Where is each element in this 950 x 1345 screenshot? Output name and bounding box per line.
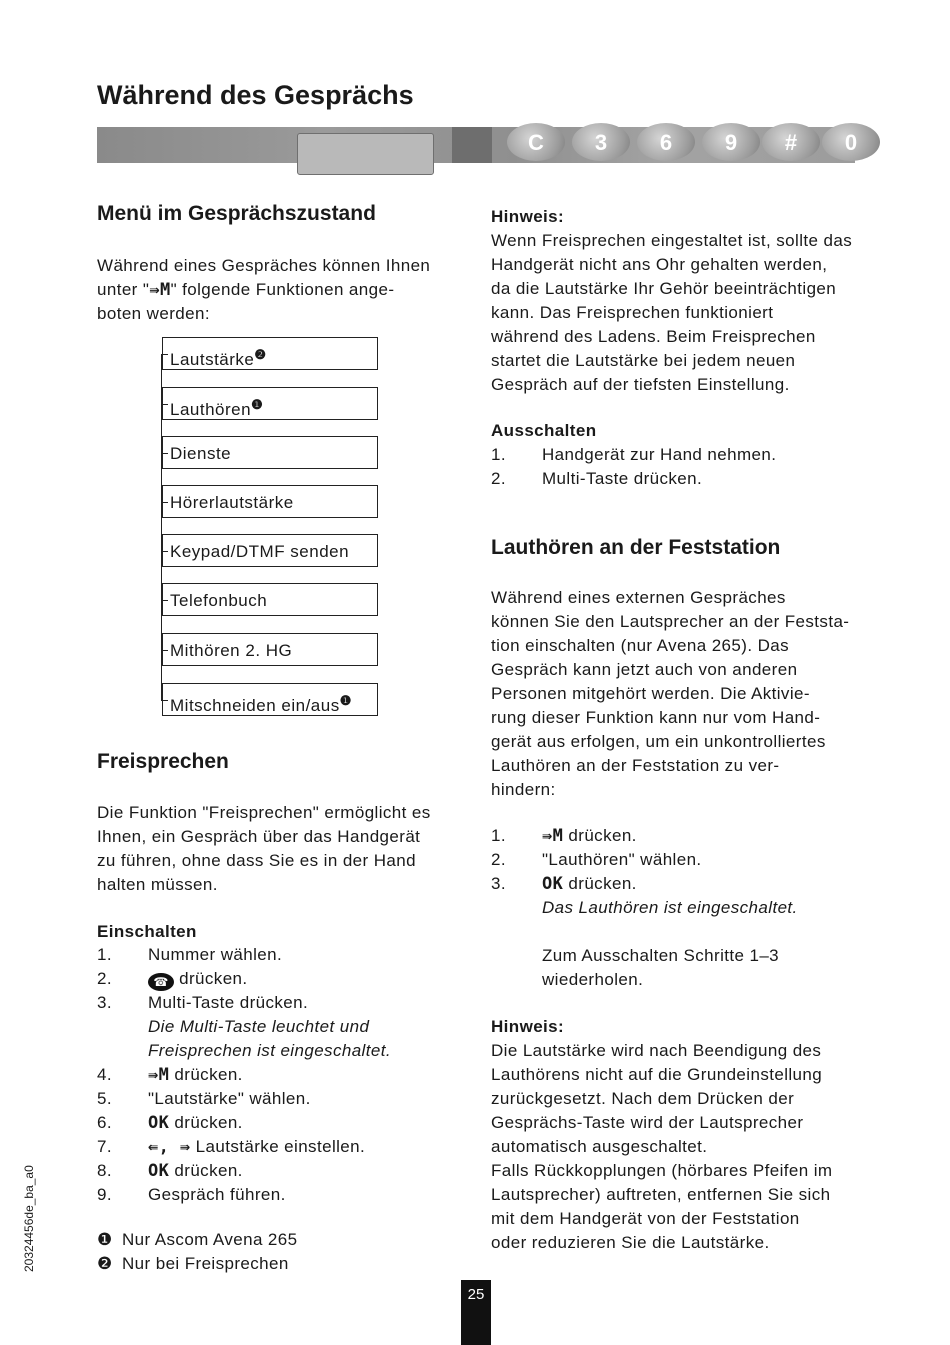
footnote-marker: ❶	[97, 1230, 113, 1249]
text-line: Gespräch kann jetzt auch von anderen	[491, 660, 798, 679]
step-row	[97, 1135, 462, 1159]
step-number: 9.	[97, 1185, 112, 1204]
step-row	[97, 1183, 462, 1207]
menu-item-label: Lauthören	[170, 400, 252, 419]
step-label: Multi-Taste drücken.	[148, 993, 309, 1012]
step-label: drücken.	[174, 1113, 243, 1132]
keypad-key: 9	[702, 123, 760, 161]
text-line: Lauthörens nicht auf die Grundeinstellung	[491, 1065, 823, 1084]
step-text	[148, 1183, 286, 1207]
step-label: "Lautstärke" wählen.	[148, 1089, 311, 1108]
step-row	[491, 968, 856, 992]
text-line: automatisch ausgeschaltet.	[491, 1137, 708, 1156]
step-row	[491, 920, 856, 944]
menu-intro-text: unter "	[97, 280, 150, 299]
step-number: 1.	[97, 945, 112, 964]
text-line: Lautsprecher) auftreten, entfernen Sie sich	[491, 1185, 831, 1204]
footnote-marker: ❷	[97, 1254, 113, 1273]
handset-edge-image	[452, 127, 492, 163]
ausschalten-heading: Ausschalten	[491, 421, 597, 440]
text-line: hindern:	[491, 780, 556, 799]
text-line: tion einschalten (nur Avena 265). Das	[491, 636, 789, 655]
menu-intro-line: boten werden:	[97, 304, 210, 323]
text-line: halten müssen.	[97, 875, 218, 894]
ausschalten-steps	[491, 443, 856, 491]
menu-item-label: Hörerlautstärke	[170, 493, 294, 512]
step-row	[97, 943, 462, 967]
step-label: wiederholen.	[542, 970, 644, 989]
step-text	[148, 1159, 243, 1183]
key-icon: ⇛M	[148, 1065, 170, 1085]
text-line: Die Funktion "Freisprechen" ermöglicht es	[97, 803, 431, 822]
step-number: 1.	[491, 826, 506, 845]
step-label: Multi-Taste drücken.	[542, 469, 703, 488]
step-label: Lautstärke einstellen.	[195, 1137, 366, 1156]
step-label: Zum Ausschalten Schritte 1–3	[542, 946, 780, 965]
step-row	[491, 467, 856, 491]
einschalten-heading: Einschalten	[97, 922, 197, 941]
footnote	[97, 1252, 462, 1276]
footnote-text: Nur bei Freisprechen	[122, 1254, 289, 1273]
menu-item-label: Mitschneiden ein/aus	[170, 696, 340, 715]
menu-tree-diagram	[145, 337, 385, 717]
key-icon: OK	[148, 1161, 170, 1181]
step-text	[542, 968, 643, 992]
hinweis2-text	[491, 1039, 856, 1255]
footnote-marker: ❶	[251, 397, 264, 412]
menu-key-icon: ⇛M	[149, 280, 171, 300]
menu-tree-branch	[161, 700, 168, 701]
menu-intro-line: Während eines Gespräches können Ihnen	[97, 256, 431, 275]
keypad-key: #	[762, 123, 820, 161]
text-line: zu führen, ohne dass Sie es in der Hand	[97, 851, 416, 870]
text-line: können Sie den Lautsprecher an der Feststa-	[491, 612, 850, 631]
menu-item	[162, 436, 378, 469]
step-text	[148, 1135, 365, 1159]
menu-tree-branch	[161, 502, 168, 503]
step-label: drücken.	[174, 1161, 243, 1180]
text-line: Gespräch auf der tiefsten Einstellung.	[491, 375, 790, 394]
page-title: Während des Gesprächs	[97, 80, 414, 110]
menu-item-label: Keypad/DTMF senden	[170, 542, 350, 561]
step-number: 5.	[97, 1089, 112, 1108]
step-label: drücken.	[179, 969, 248, 988]
text-line: kann. Das Freisprechen funktioniert	[491, 303, 774, 322]
text-line: mit dem Handgerät von der Feststation	[491, 1209, 800, 1228]
key-icon: ⇛M	[542, 826, 564, 846]
step-row	[491, 872, 856, 896]
lauthoeren-text	[491, 586, 856, 802]
menu-item-label: Telefonbuch	[170, 591, 268, 610]
freisprechen-heading: Freisprechen	[97, 750, 229, 773]
menu-item-label: Lautstärke	[170, 350, 255, 369]
menu-item-label: Dienste	[170, 444, 232, 463]
menu-tree-branch	[161, 600, 168, 601]
hinweis2-heading: Hinweis:	[491, 1017, 565, 1036]
text-line: zurückgesetzt. Nach dem Drücken der	[491, 1089, 795, 1108]
keypad-key: 6	[637, 123, 695, 161]
handset-display-image	[297, 133, 434, 175]
menu-item	[162, 534, 378, 567]
step-text	[542, 896, 798, 920]
step-text	[148, 943, 282, 967]
menu-tree-branch	[161, 453, 168, 454]
step-text	[148, 1039, 391, 1063]
step-row	[491, 944, 856, 968]
menu-tree-branch	[161, 404, 168, 405]
page-number: 25	[461, 1280, 491, 1345]
text-line: Ihnen, ein Gespräch über das Handgerät	[97, 827, 421, 846]
menu-intro-line	[97, 278, 462, 302]
phone-key-icon: ☎	[148, 973, 174, 991]
step-number: 3.	[97, 993, 112, 1012]
step-text	[542, 443, 776, 467]
text-line: da die Lautstärke Ihr Gehör beeinträchtigen	[491, 279, 837, 298]
step-row	[97, 1087, 462, 1111]
menu-tree-branch	[161, 551, 168, 552]
text-line: Während eines externen Gespräches	[491, 588, 786, 607]
step-text	[148, 1063, 243, 1087]
step-label: drücken.	[568, 874, 637, 893]
freisprechen-text	[97, 801, 462, 897]
step-label: Freisprechen ist eingeschaltet.	[148, 1041, 391, 1060]
step-row	[491, 824, 856, 848]
step-label: drücken.	[568, 826, 637, 845]
footnote	[97, 1228, 462, 1252]
key-icon: OK	[542, 874, 564, 894]
step-row	[491, 848, 856, 872]
step-label: Nummer wählen.	[148, 945, 283, 964]
step-label: Die Multi-Taste leuchtet und	[148, 1017, 370, 1036]
text-line: Die Lautstärke wird nach Beendigung des	[491, 1041, 822, 1060]
step-row	[491, 896, 856, 920]
step-label: drücken.	[174, 1065, 243, 1084]
key-icon: ⇚, ⇛	[148, 1137, 191, 1157]
footnotes	[97, 1228, 462, 1276]
lauthoeren-steps	[491, 824, 856, 992]
keypad-key: 3	[572, 123, 630, 161]
text-line: Gesprächs-Taste wird der Lautsprecher	[491, 1113, 804, 1132]
step-row	[97, 991, 462, 1015]
lauthoeren-heading: Lauthören an der Feststation	[491, 536, 781, 559]
step-number: 1.	[491, 445, 506, 464]
hinweis-heading: Hinweis:	[491, 207, 565, 226]
menu-item	[162, 683, 378, 716]
step-text	[148, 1111, 243, 1135]
footnote-marker: ❶	[339, 693, 352, 708]
step-text	[148, 967, 248, 991]
step-row	[97, 967, 462, 991]
menu-tree-branch	[161, 650, 168, 651]
phone-keypad-banner	[97, 127, 858, 163]
text-line: Wenn Freisprechen eingestaltet ist, sollte das	[491, 231, 853, 250]
step-number: 3.	[491, 874, 506, 893]
footnote-marker: ❷	[254, 347, 267, 362]
text-line: startet die Lautstärke bei jedem neuen	[491, 351, 796, 370]
step-text	[542, 944, 779, 968]
step-label: Das Lauthören ist eingeschaltet.	[542, 898, 798, 917]
text-line: während des Ladens. Beim Freisprechen	[491, 327, 816, 346]
step-number: 4.	[97, 1065, 112, 1084]
step-text	[148, 1015, 369, 1039]
step-row	[97, 1039, 462, 1063]
text-line: gerät aus erfolgen, um ein unkontrolliertes	[491, 732, 826, 751]
step-row	[491, 443, 856, 467]
document-code: 20324456de_ba_a0	[22, 1165, 36, 1272]
step-number: 7.	[97, 1137, 112, 1156]
keypad-key: C	[507, 123, 565, 161]
text-line: Lauthören an der Feststation zu ver-	[491, 756, 780, 775]
menu-tree-branch	[161, 354, 168, 355]
menu-item	[162, 337, 378, 370]
text-line: Personen mitgehört werden. Die Aktivie-	[491, 684, 810, 703]
step-text	[542, 872, 637, 896]
step-text	[148, 1087, 311, 1111]
menu-heading: Menü im Gesprächszustand	[97, 202, 376, 225]
hinweis-text	[491, 229, 856, 397]
text-line: Handgerät nicht ans Ohr gehalten werden,	[491, 255, 828, 274]
keypad-key: 0	[822, 123, 880, 161]
step-row	[97, 1159, 462, 1183]
menu-item	[162, 485, 378, 518]
step-row	[97, 1015, 462, 1039]
step-text	[542, 848, 702, 872]
step-label: Handgerät zur Hand nehmen.	[542, 445, 777, 464]
step-row	[97, 1063, 462, 1087]
step-label: Gespräch führen.	[148, 1185, 286, 1204]
step-text	[542, 824, 637, 848]
menu-item	[162, 387, 378, 420]
footnote-text: Nur Ascom Avena 265	[122, 1230, 298, 1249]
step-number: 2.	[491, 850, 506, 869]
step-number: 2.	[97, 969, 112, 988]
step-number: 2.	[491, 469, 506, 488]
menu-intro-text: " folgende Funktionen ange-	[170, 280, 395, 299]
text-line: rung dieser Funktion kann nur vom Hand-	[491, 708, 821, 727]
step-number: 6.	[97, 1113, 112, 1132]
menu-item	[162, 583, 378, 616]
step-number: 8.	[97, 1161, 112, 1180]
step-text	[148, 991, 308, 1015]
key-icon: OK	[148, 1113, 170, 1133]
menu-intro	[97, 254, 462, 326]
text-line: Falls Rückkopplungen (hörbares Pfeifen im	[491, 1161, 833, 1180]
text-line: oder reduzieren Sie die Lautstärke.	[491, 1233, 770, 1252]
menu-item	[162, 633, 378, 666]
step-text	[542, 467, 702, 491]
menu-item-label: Mithören 2. HG	[170, 641, 293, 660]
step-label: "Lauthören" wählen.	[542, 850, 702, 869]
einschalten-steps	[97, 943, 462, 1207]
step-row	[97, 1111, 462, 1135]
